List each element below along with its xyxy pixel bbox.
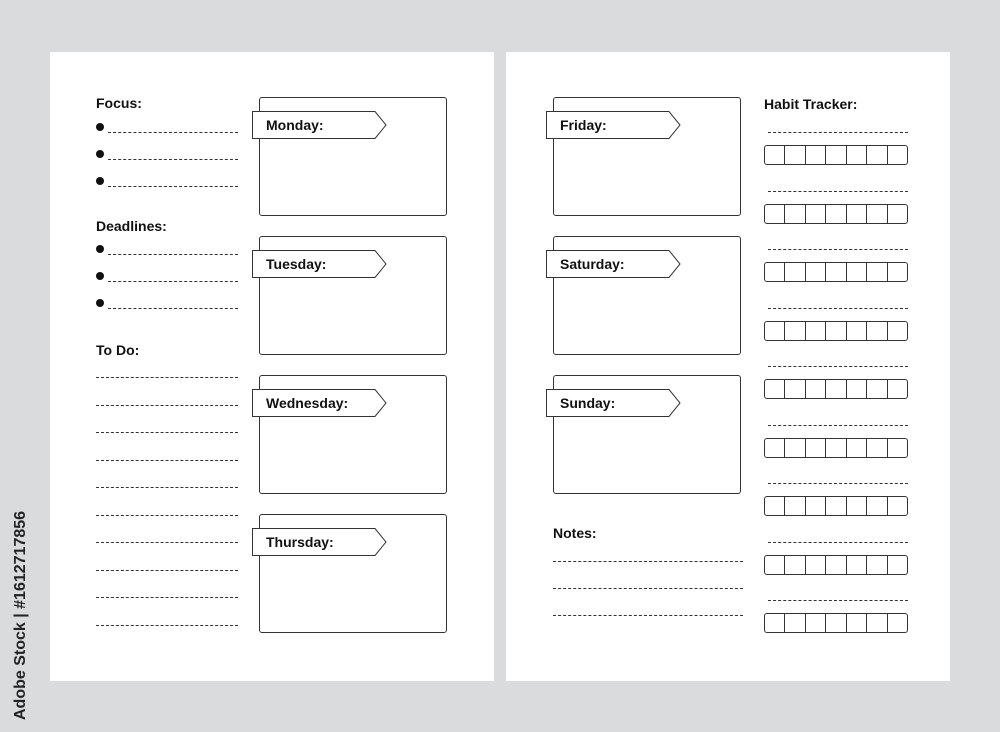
deadlines-heading: Deadlines: [96, 218, 167, 234]
right-planner-page [506, 52, 950, 681]
monday-tag [252, 111, 387, 139]
todo-line[interactable] [96, 542, 238, 543]
todo-line[interactable] [96, 597, 238, 598]
thursday-label: Thursday: [266, 534, 334, 550]
todo-heading: To Do: [96, 342, 140, 358]
habit-name-line[interactable] [768, 366, 908, 367]
habit-row[interactable] [764, 438, 908, 458]
habit-name-line[interactable] [768, 308, 908, 309]
todo-line[interactable] [96, 625, 238, 626]
tuesday-tag [252, 250, 387, 278]
wednesday-tag [252, 389, 387, 417]
stock-credit-text: Adobe Stock | #1612717856 [12, 510, 29, 720]
todo-line[interactable] [96, 377, 238, 378]
sunday-label: Sunday: [560, 395, 616, 411]
monday-label: Monday: [266, 117, 324, 133]
deadline-line[interactable] [108, 254, 238, 255]
focus-bullet [96, 123, 104, 131]
notes-heading: Notes: [553, 525, 597, 541]
saturday-tag [546, 250, 681, 278]
habit-name-line[interactable] [768, 542, 908, 543]
habit-name-line[interactable] [768, 425, 908, 426]
wednesday-label: Wednesday: [266, 395, 349, 411]
todo-line[interactable] [96, 460, 238, 461]
deadline-bullet [96, 299, 104, 307]
left-planner-page [50, 52, 494, 681]
habit-row[interactable] [764, 204, 908, 224]
todo-line[interactable] [96, 432, 238, 433]
focus-bullet [96, 150, 104, 158]
notes-line[interactable] [553, 588, 743, 589]
tuesday-label: Tuesday: [266, 256, 327, 272]
deadline-line[interactable] [108, 308, 238, 309]
notes-line[interactable] [553, 561, 743, 562]
habit-name-line[interactable] [768, 483, 908, 484]
habit-row[interactable] [764, 145, 908, 165]
habit-row[interactable] [764, 555, 908, 575]
notes-line[interactable] [553, 615, 743, 616]
focus-bullet [96, 177, 104, 185]
friday-label: Friday: [560, 117, 607, 133]
todo-line[interactable] [96, 487, 238, 488]
habit-row[interactable] [764, 379, 908, 399]
habit-name-line[interactable] [768, 600, 908, 601]
deadline-line[interactable] [108, 281, 238, 282]
todo-line[interactable] [96, 405, 238, 406]
focus-line[interactable] [108, 159, 238, 160]
habit-row[interactable] [764, 262, 908, 282]
focus-line[interactable] [108, 186, 238, 187]
friday-tag [546, 111, 681, 139]
habit-name-line[interactable] [768, 132, 908, 133]
thursday-tag [252, 528, 387, 556]
stock-credit [4, 475, 38, 720]
todo-line[interactable] [96, 515, 238, 516]
todo-line[interactable] [96, 570, 238, 571]
habit-name-line[interactable] [768, 191, 908, 192]
saturday-label: Saturday: [560, 256, 625, 272]
focus-heading: Focus: [96, 95, 142, 111]
deadline-bullet [96, 245, 104, 253]
habit-name-line[interactable] [768, 249, 908, 250]
habit-row[interactable] [764, 321, 908, 341]
habit-row[interactable] [764, 496, 908, 516]
habit-tracker-heading: Habit Tracker: [764, 96, 858, 112]
deadline-bullet [96, 272, 104, 280]
sunday-tag [546, 389, 681, 417]
focus-line[interactable] [108, 132, 238, 133]
habit-row[interactable] [764, 613, 908, 633]
